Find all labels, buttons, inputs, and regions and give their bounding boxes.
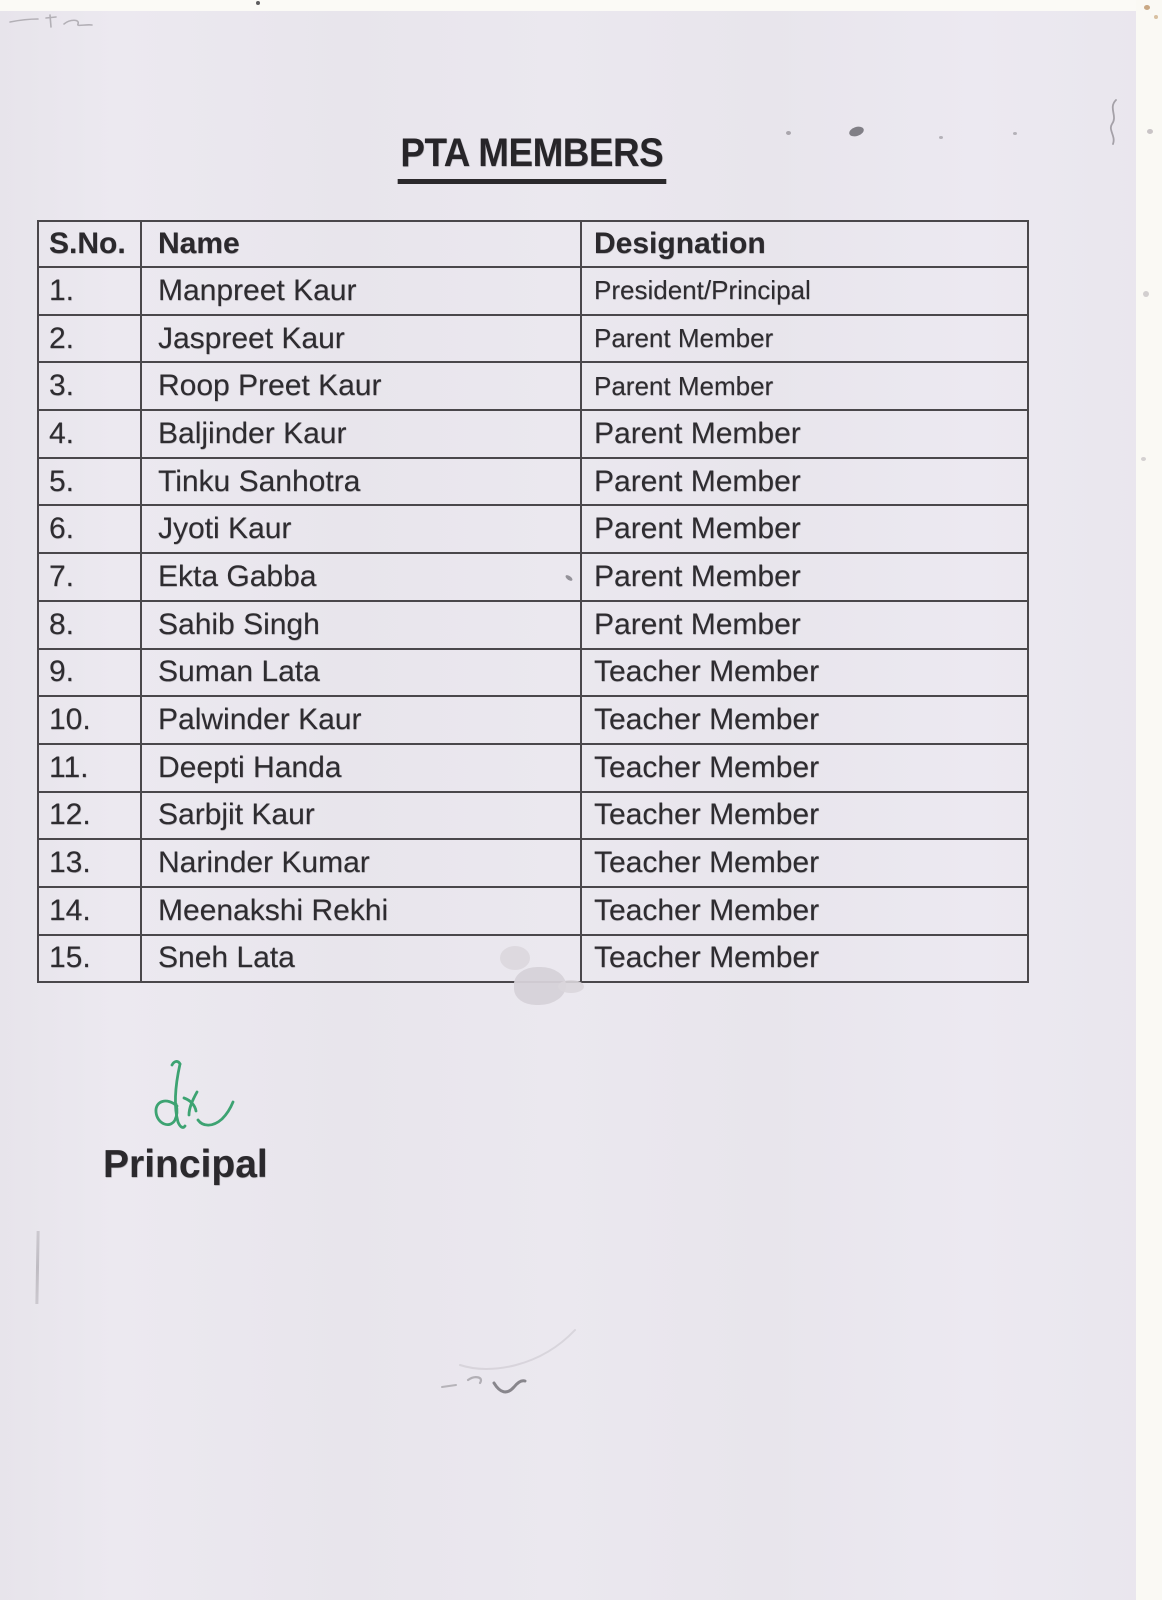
- cell-name: Roop Preet Kaur: [141, 362, 581, 410]
- cell-sno: 12.: [38, 792, 141, 840]
- table-header-row: [38, 221, 1028, 267]
- cell-sno: 5.: [38, 458, 141, 506]
- scanner-edge-right: [1136, 0, 1162, 1600]
- page-title-container: [37, 131, 1027, 184]
- col-header-name: Name: [141, 221, 581, 267]
- table-row: [38, 505, 1028, 553]
- cell-sno: 4.: [38, 410, 141, 458]
- table-row: [38, 267, 1028, 315]
- cell-sno: 2.: [38, 315, 141, 363]
- cell-designation: Teacher Member: [581, 887, 1028, 935]
- cell-sno: 6.: [38, 505, 141, 553]
- cell-designation: Teacher Member: [581, 744, 1028, 792]
- principal-signature: [140, 1048, 310, 1148]
- cell-name: Sarbjit Kaur: [141, 792, 581, 840]
- pta-table-head: [38, 221, 1028, 267]
- table-row: [38, 458, 1028, 506]
- cell-sno: 1.: [38, 267, 141, 315]
- cell-sno: 14.: [38, 887, 141, 935]
- cell-designation: Parent Member: [581, 505, 1028, 553]
- pta-members-table: [37, 220, 1029, 983]
- pta-table-body: [38, 267, 1028, 982]
- cell-sno: 11.: [38, 744, 141, 792]
- cell-name: Suman Lata: [141, 649, 581, 697]
- cell-designation: Teacher Member: [581, 649, 1028, 697]
- cell-sno: 8.: [38, 601, 141, 649]
- cell-sno: 10.: [38, 696, 141, 744]
- cell-name: Sneh Lata: [141, 935, 581, 983]
- cell-designation: Parent Member: [581, 410, 1028, 458]
- col-header-designation: Designation: [581, 221, 1028, 267]
- page-title: PTA MEMBERS: [398, 131, 666, 184]
- cell-designation: Parent Member: [581, 553, 1028, 601]
- table-row: [38, 649, 1028, 697]
- cell-designation: Teacher Member: [581, 792, 1028, 840]
- cell-sno: 13.: [38, 839, 141, 887]
- cell-name: Narinder Kumar: [141, 839, 581, 887]
- cell-name: Manpreet Kaur: [141, 267, 581, 315]
- cell-name: Jaspreet Kaur: [141, 315, 581, 363]
- cell-name: Palwinder Kaur: [141, 696, 581, 744]
- cell-name: Meenakshi Rekhi: [141, 887, 581, 935]
- cell-name: Sahib Singh: [141, 601, 581, 649]
- table-row: [38, 410, 1028, 458]
- cell-designation: Parent Member: [581, 315, 1028, 363]
- scanner-edge-top: [0, 0, 1162, 11]
- table-row: [38, 887, 1028, 935]
- cell-sno: 7.: [38, 553, 141, 601]
- table-row: [38, 696, 1028, 744]
- table-row: [38, 935, 1028, 983]
- table-row: [38, 315, 1028, 363]
- cell-designation: Parent Member: [581, 362, 1028, 410]
- cell-sno: 3.: [38, 362, 141, 410]
- cell-name: Tinku Sanhotra: [141, 458, 581, 506]
- cell-name: Jyoti Kaur: [141, 505, 581, 553]
- principal-label: Principal: [103, 1143, 268, 1186]
- table-row: [38, 839, 1028, 887]
- cell-name: Deepti Handa: [141, 744, 581, 792]
- table-row: [38, 362, 1028, 410]
- cell-designation: Parent Member: [581, 458, 1028, 506]
- cell-name: Baljinder Kaur: [141, 410, 581, 458]
- table-row: [38, 601, 1028, 649]
- table-row: [38, 744, 1028, 792]
- table-row: [38, 553, 1028, 601]
- cell-sno: 15.: [38, 935, 141, 983]
- cell-designation: Teacher Member: [581, 935, 1028, 983]
- cell-designation: Teacher Member: [581, 839, 1028, 887]
- col-header-sno: S.No.: [38, 221, 141, 267]
- cell-designation: Parent Member: [581, 601, 1028, 649]
- table-row: [38, 792, 1028, 840]
- cell-designation: President/Principal: [581, 267, 1028, 315]
- cell-designation: Teacher Member: [581, 696, 1028, 744]
- cell-name: Ekta Gabba: [141, 553, 581, 601]
- cell-sno: 9.: [38, 649, 141, 697]
